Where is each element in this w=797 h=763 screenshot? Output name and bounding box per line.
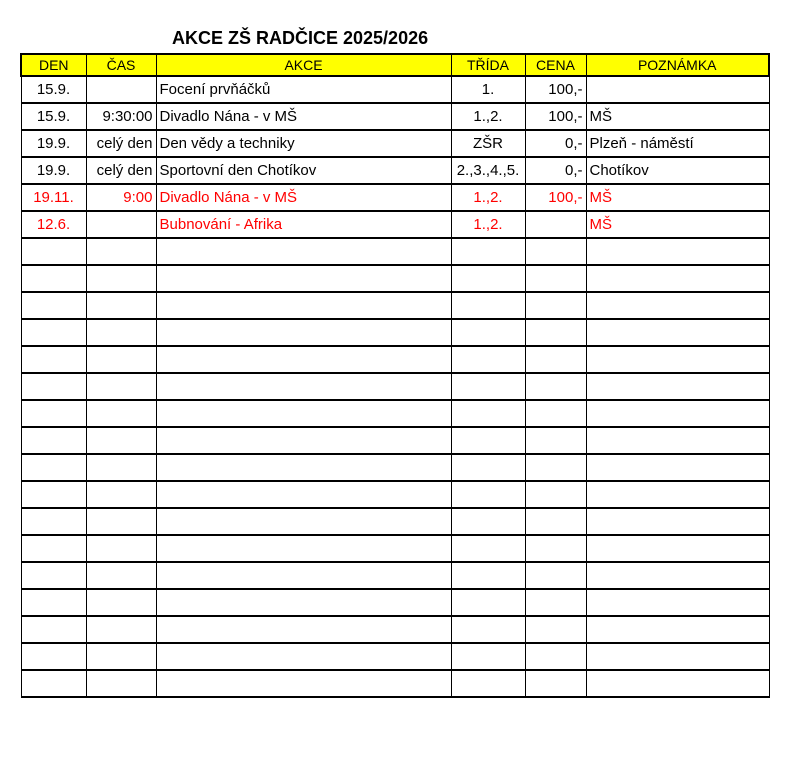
cell-den[interactable] (21, 535, 86, 562)
table-row-empty (21, 616, 769, 643)
cell-cena[interactable] (525, 319, 586, 346)
table-row-empty (21, 238, 769, 265)
cell-cas[interactable] (86, 616, 156, 643)
column-header-cena[interactable]: CENA (525, 54, 586, 76)
cell-cas[interactable] (86, 427, 156, 454)
cell-cas[interactable]: 9:30:00 (86, 103, 156, 130)
cell-trida[interactable] (451, 400, 525, 427)
table-body (21, 76, 769, 697)
cell-cena[interactable] (525, 373, 586, 400)
cell-trida[interactable]: ZŠR (451, 130, 525, 157)
cell-trida[interactable] (451, 292, 525, 319)
cell-akce[interactable]: Divadlo Nána - v MŠ (156, 184, 451, 211)
table-row (21, 157, 769, 184)
column-header-cas[interactable]: ČAS (86, 54, 156, 76)
cell-trida[interactable] (451, 670, 525, 697)
cell-cas[interactable] (86, 454, 156, 481)
table-row-empty (21, 346, 769, 373)
cell-cena[interactable] (525, 211, 586, 238)
cell-trida[interactable] (451, 238, 525, 265)
cell-den[interactable] (21, 481, 86, 508)
table-row-empty (21, 589, 769, 616)
table-row-empty (21, 508, 769, 535)
cell-den[interactable] (21, 238, 86, 265)
cell-trida[interactable]: 2.,3.,4.,5. (451, 157, 525, 184)
table-row (21, 130, 769, 157)
cell-den[interactable] (21, 454, 86, 481)
cell-poznamka[interactable] (586, 76, 769, 103)
cell-cas[interactable] (86, 508, 156, 535)
cell-den[interactable] (21, 508, 86, 535)
cell-trida[interactable] (451, 508, 525, 535)
cell-cena[interactable] (525, 265, 586, 292)
cell-akce[interactable] (156, 265, 451, 292)
cell-trida[interactable] (451, 373, 525, 400)
cell-poznamka[interactable]: MŠ (586, 211, 769, 238)
cell-cas[interactable] (86, 373, 156, 400)
cell-cena[interactable] (525, 589, 586, 616)
cell-trida[interactable] (451, 454, 525, 481)
table-row-empty (21, 454, 769, 481)
cell-trida[interactable]: 1.,2. (451, 211, 525, 238)
cell-den[interactable]: 19.9. (21, 157, 86, 184)
cell-den[interactable] (21, 427, 86, 454)
cell-den[interactable]: 19.9. (21, 130, 86, 157)
cell-cas[interactable] (86, 346, 156, 373)
cell-poznamka[interactable] (586, 238, 769, 265)
cell-trida[interactable] (451, 643, 525, 670)
cell-den[interactable] (21, 589, 86, 616)
cell-cas[interactable]: 9:00 (86, 184, 156, 211)
cell-akce[interactable] (156, 346, 451, 373)
cell-den[interactable]: 15.9. (21, 103, 86, 130)
table-row-empty (21, 427, 769, 454)
cell-cas[interactable] (86, 643, 156, 670)
cell-trida[interactable]: 1.,2. (451, 184, 525, 211)
cell-cas[interactable] (86, 319, 156, 346)
cell-cena[interactable] (525, 562, 586, 589)
cell-trida[interactable] (451, 319, 525, 346)
table-row (21, 103, 769, 130)
table-row-empty (21, 643, 769, 670)
cell-cas[interactable]: celý den (86, 130, 156, 157)
table-row-empty (21, 481, 769, 508)
cell-cas[interactable] (86, 76, 156, 103)
cell-cas[interactable] (86, 481, 156, 508)
cell-den[interactable]: 19.11. (21, 184, 86, 211)
cell-trida[interactable]: 1. (451, 76, 525, 103)
cell-cas[interactable] (86, 265, 156, 292)
cell-cas[interactable] (86, 238, 156, 265)
table-row-empty (21, 562, 769, 589)
cell-trida[interactable] (451, 427, 525, 454)
cell-akce[interactable] (156, 535, 451, 562)
cell-cena[interactable]: 100,- (525, 184, 586, 211)
cell-cena[interactable]: 0,- (525, 157, 586, 184)
cell-cena[interactable] (525, 238, 586, 265)
cell-cas[interactable] (86, 670, 156, 697)
cell-den[interactable] (21, 400, 86, 427)
table-row (21, 76, 769, 103)
cell-trida[interactable] (451, 481, 525, 508)
column-header-akce[interactable]: AKCE (156, 54, 451, 76)
cell-cas[interactable] (86, 535, 156, 562)
cell-cena[interactable] (525, 616, 586, 643)
cell-cena[interactable]: 100,- (525, 76, 586, 103)
cell-den[interactable] (21, 265, 86, 292)
table-row (21, 184, 769, 211)
cell-poznamka[interactable] (586, 643, 769, 670)
cell-cena[interactable] (525, 508, 586, 535)
cell-poznamka[interactable] (586, 481, 769, 508)
cell-cena[interactable]: 0,- (525, 130, 586, 157)
cell-poznamka[interactable] (586, 427, 769, 454)
table-row (21, 211, 769, 238)
cell-poznamka[interactable] (586, 670, 769, 697)
events-table (20, 53, 770, 698)
cell-akce[interactable] (156, 616, 451, 643)
cell-poznamka[interactable]: Plzeň - náměstí (586, 130, 769, 157)
cell-akce[interactable] (156, 319, 451, 346)
cell-akce[interactable] (156, 400, 451, 427)
cell-cena[interactable]: 100,- (525, 103, 586, 130)
cell-den[interactable] (21, 562, 86, 589)
cell-poznamka[interactable] (586, 508, 769, 535)
cell-trida[interactable] (451, 535, 525, 562)
cell-akce[interactable] (156, 427, 451, 454)
table-row-empty (21, 670, 769, 697)
column-header-trida[interactable]: TŘÍDA (451, 54, 525, 76)
cell-poznamka[interactable] (586, 292, 769, 319)
cell-poznamka[interactable] (586, 535, 769, 562)
cell-cena[interactable] (525, 454, 586, 481)
cell-akce[interactable] (156, 508, 451, 535)
cell-den[interactable] (21, 373, 86, 400)
table-row-empty (21, 292, 769, 319)
cell-cena[interactable] (525, 427, 586, 454)
cell-cena[interactable] (525, 535, 586, 562)
table-row-empty (21, 373, 769, 400)
cell-cena[interactable] (525, 643, 586, 670)
cell-trida[interactable]: 1.,2. (451, 103, 525, 130)
cell-poznamka[interactable] (586, 589, 769, 616)
cell-akce[interactable]: Den vědy a techniky (156, 130, 451, 157)
cell-akce[interactable] (156, 373, 451, 400)
cell-den[interactable] (21, 616, 86, 643)
cell-poznamka[interactable]: Chotíkov (586, 157, 769, 184)
cell-poznamka[interactable] (586, 454, 769, 481)
cell-akce[interactable] (156, 562, 451, 589)
cell-cas[interactable] (86, 292, 156, 319)
cell-akce[interactable]: Sportovní den Chotíkov (156, 157, 451, 184)
cell-den[interactable]: 15.9. (21, 76, 86, 103)
cell-poznamka[interactable] (586, 319, 769, 346)
table-row-empty (21, 400, 769, 427)
cell-cena[interactable] (525, 400, 586, 427)
cell-trida[interactable] (451, 589, 525, 616)
cell-trida[interactable] (451, 616, 525, 643)
cell-poznamka[interactable] (586, 373, 769, 400)
cell-poznamka[interactable] (586, 400, 769, 427)
cell-akce[interactable]: Bubnování - Afrika (156, 211, 451, 238)
cell-den[interactable] (21, 292, 86, 319)
table-row-empty (21, 265, 769, 292)
header-row (21, 54, 769, 76)
column-header-poznamka[interactable]: POZNÁMKA (586, 54, 769, 76)
cell-cena[interactable] (525, 670, 586, 697)
cell-cas[interactable] (86, 400, 156, 427)
cell-poznamka[interactable]: MŠ (586, 103, 769, 130)
cell-trida[interactable] (451, 346, 525, 373)
column-header-den[interactable]: DEN (21, 54, 86, 76)
cell-cena[interactable] (525, 481, 586, 508)
cell-cena[interactable] (525, 346, 586, 373)
table-row-empty (21, 319, 769, 346)
cell-cas[interactable]: celý den (86, 157, 156, 184)
cell-akce[interactable] (156, 670, 451, 697)
cell-akce[interactable] (156, 589, 451, 616)
cell-den[interactable] (21, 346, 86, 373)
cell-cas[interactable] (86, 562, 156, 589)
cell-akce[interactable]: Focení prvňáčků (156, 76, 451, 103)
cell-den[interactable]: 12.6. (21, 211, 86, 238)
cell-trida[interactable] (451, 265, 525, 292)
cell-akce[interactable] (156, 481, 451, 508)
page-title: AKCE ZŠ RADČICE 2025/2026 (172, 28, 429, 48)
cell-den[interactable] (21, 319, 86, 346)
cell-poznamka[interactable] (586, 616, 769, 643)
cell-poznamka[interactable] (586, 562, 769, 589)
cell-akce[interactable] (156, 292, 451, 319)
cell-akce[interactable]: Divadlo Nána - v MŠ (156, 103, 451, 130)
cell-cas[interactable] (86, 211, 156, 238)
cell-cena[interactable] (525, 292, 586, 319)
cell-trida[interactable] (451, 562, 525, 589)
cell-cas[interactable] (86, 589, 156, 616)
cell-akce[interactable] (156, 643, 451, 670)
cell-den[interactable] (21, 670, 86, 697)
cell-poznamka[interactable] (586, 346, 769, 373)
cell-poznamka[interactable]: MŠ (586, 184, 769, 211)
cell-den[interactable] (21, 643, 86, 670)
cell-poznamka[interactable] (586, 265, 769, 292)
cell-akce[interactable] (156, 454, 451, 481)
table-row-empty (21, 535, 769, 562)
cell-akce[interactable] (156, 238, 451, 265)
